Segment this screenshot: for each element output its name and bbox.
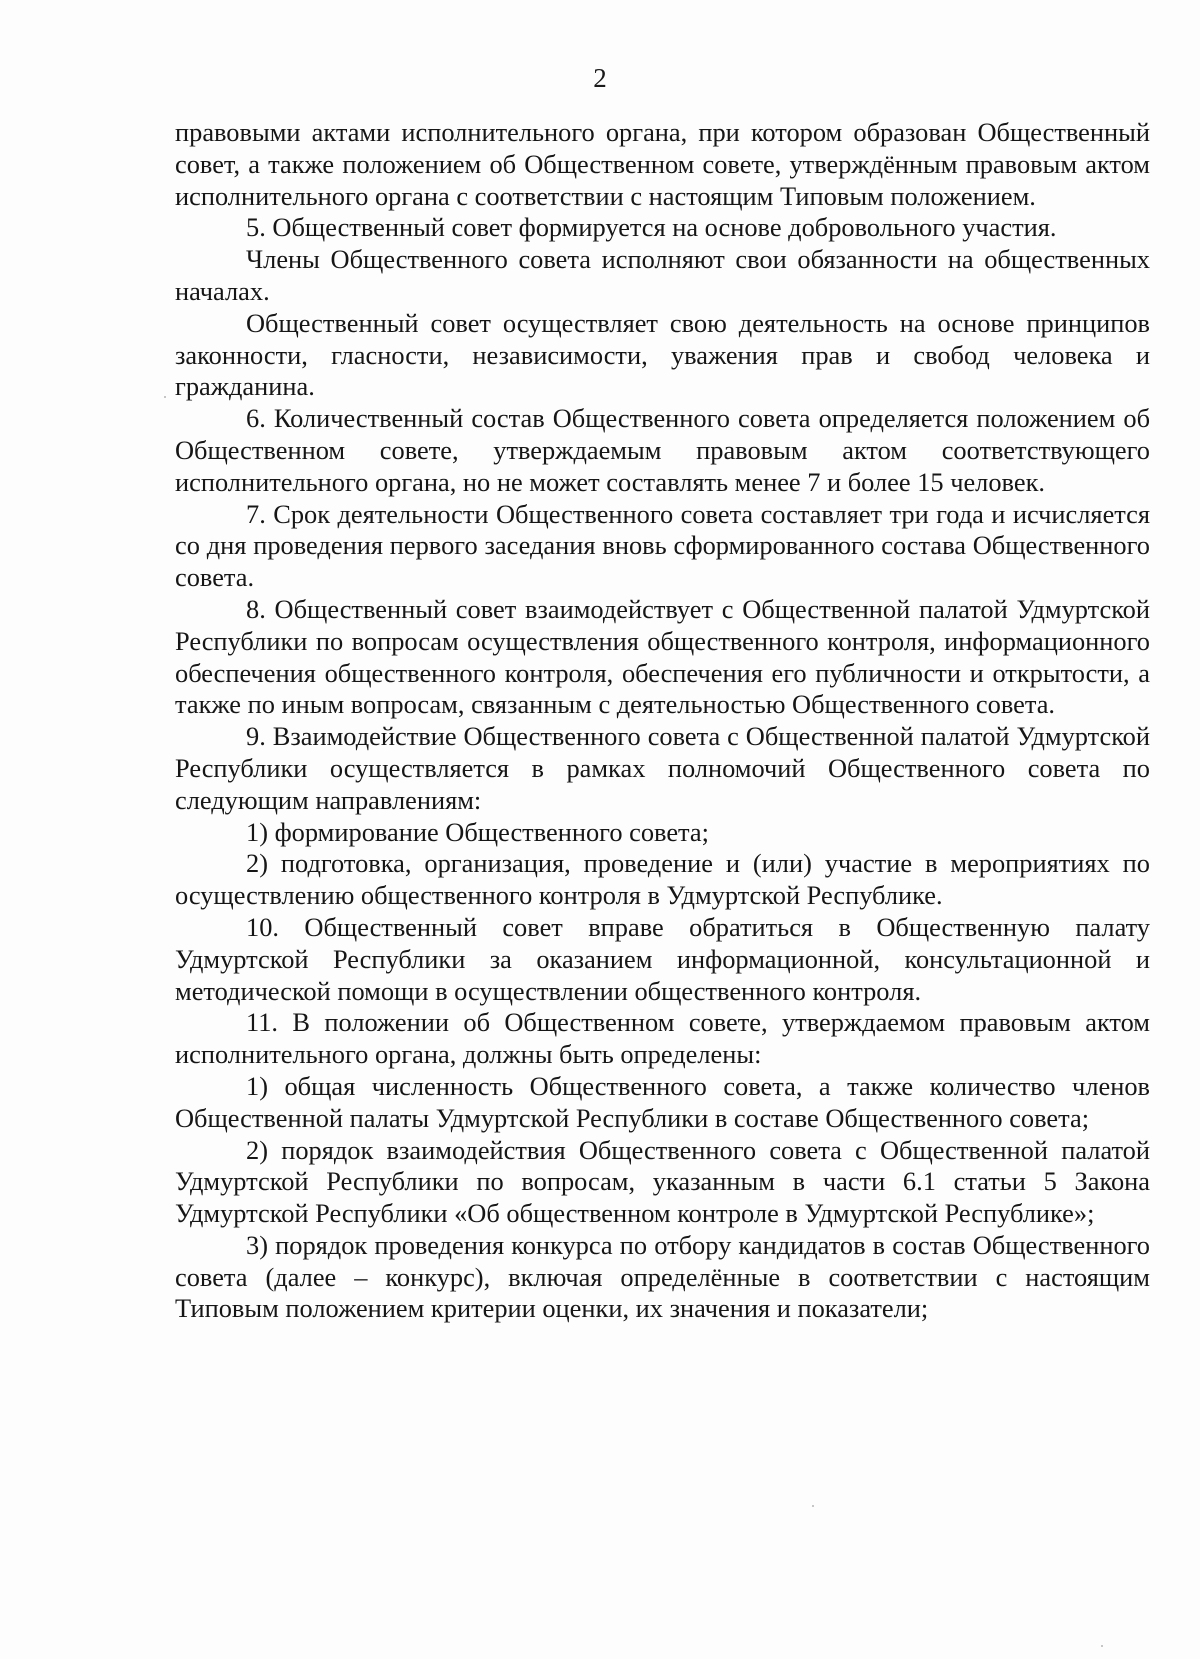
scan-speck <box>164 396 166 398</box>
page-number: 2 <box>593 63 607 93</box>
paragraph-item-10: 10. Общественный совет вправе обратиться в Общественную палату Удмуртской Республики за оказанием информационной, консультационной и методической помощи в осуществлении общественного контроля. <box>175 911 1150 1006</box>
paragraph-item-8: 8. Общественный совет взаимодействует с Общественной палатой Удмуртской Республики по вопросам осуществления общественного контроля, информационного обеспечения общественного контроля, обеспечения его публичности и открытости, а также по иным вопросам, связанным с деятельностью Общественного совета. <box>175 593 1150 720</box>
paragraph-item-7: 7. Срок деятельности Общественного совета составляет три года и исчисляется со дня проведения первого заседания вновь сформированного состава Общественного совета. <box>175 498 1150 593</box>
paragraph-item-11-sub-3: 3) порядок проведения конкурса по отбору кандидатов в состав Общественного совета (далее – конкурс), включая определённые в соответствии с настоящим Типовым положением критерии оценки, их значения и показатели; <box>175 1229 1150 1324</box>
paragraph-principles: Общественный совет осуществляет свою деятельность на основе принципов законности, гласности, независимости, уважения прав и свобод человека и гражданина. <box>175 307 1150 402</box>
paragraph-continuation: правовыми актами исполнительного органа, при котором образован Общественный совет, а также положением об Общественном совете, утверждённым правовым актом исполнительного органа с соответствии с настоящим Типовым положением. <box>175 117 1150 211</box>
scan-speck <box>1101 1645 1103 1647</box>
paragraph-members-duties: Члены Общественного совета исполняют свои обязанности на общественных началах. <box>175 244 1150 306</box>
paragraph-item-5: 5. Общественный совет формируется на основе добровольного участия. <box>246 212 1057 243</box>
document-body <box>175 117 1150 1325</box>
paragraph-item-9-sub-1: 1) формирование Общественного совета; <box>246 816 709 847</box>
paragraph-item-11-sub-2: 2) порядок взаимодействия Общественного совета с Общественной палатой Удмуртской Республики по вопросам, указанным в части 6.1 статьи 5 Закона Удмуртской Республики «Об общественном контроле в Удмуртской Республике»; <box>175 1134 1150 1229</box>
scan-speck <box>812 1505 814 1507</box>
paragraph-item-9-sub-2: 2) подготовка, организация, проведение и (или) участие в мероприятиях по осуществлению общественного контроля в Удмуртской Республике. <box>175 848 1150 911</box>
paragraph-item-6: 6. Количественный состав Общественного совета определяется положением об Общественном совете, утверждаемым правовым актом соответствующего исполнительного органа, но не может составлять менее 7 и более 15 человек. <box>175 403 1150 497</box>
paragraph-item-11: 11. В положении об Общественном совете, утверждаемом правовым актом исполнительного органа, должны быть определены: <box>175 1007 1150 1070</box>
paragraph-item-11-sub-1: 1) общая численность Общественного совета, а также количество членов Общественной палаты Удмуртской Республики в составе Общественного совета; <box>175 1070 1150 1133</box>
paragraph-item-9: 9. Взаимодействие Общественного совета с Общественной палатой Удмуртской Республики осуществляется в рамках полномочий Общественного совета по следующим направлениям: <box>175 721 1150 815</box>
